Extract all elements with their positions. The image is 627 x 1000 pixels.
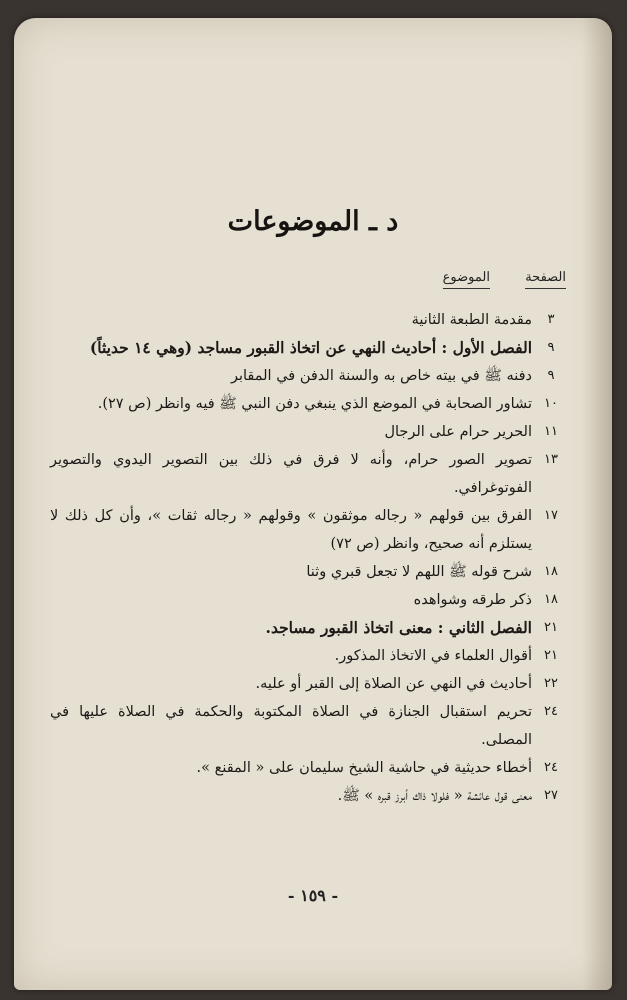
entry-page: ١٣: [544, 452, 558, 467]
entry-page: ١٠: [544, 396, 558, 411]
list-item: [50, 754, 570, 782]
entry-page: ١٨: [544, 592, 558, 607]
entry-page: ١٧: [544, 508, 558, 523]
entry-text: الحرير حرام على الرجال: [384, 424, 532, 440]
entry-text: تصوير الصور حرام، وأنه لا فرق في ذلك بين التصوير اليدوي والتصوير الفوتوغرافي.: [50, 452, 532, 496]
entry-text: معنى قول عائشة « فلولا ذاك أبرز قبره » ﷺ.: [337, 788, 532, 804]
list-item: [50, 782, 570, 810]
list-item: [50, 446, 570, 502]
entry-text: الفصل الثاني : معنى اتخاذ القبور مساجد.: [265, 618, 532, 637]
entry-page: ٩: [547, 340, 555, 355]
entry-text: أخطاء حديثية في حاشية الشيخ سليمان على « المقنع ».: [196, 760, 532, 776]
list-item: [50, 642, 570, 670]
entry-page: ٢١: [544, 620, 558, 635]
entry-page: ١٨: [544, 564, 558, 579]
entry-page: ٢١: [544, 648, 558, 663]
list-item: [50, 614, 570, 642]
page-title: د ـ الموضوعات: [227, 206, 399, 237]
entry-text: تشاور الصحابة في الموضع الذي ينبغي دفن النبي ﷺ فيه وانظر (ص ٢٧).: [97, 396, 532, 412]
entry-page: ٣: [547, 312, 555, 327]
entry-page: ٢٧: [544, 788, 558, 803]
entry-page: ٢٤: [544, 760, 558, 775]
contents-list: [50, 306, 570, 810]
entry-page: ٢٢: [544, 676, 558, 691]
entry-page: ٩: [547, 368, 555, 383]
list-item: [50, 698, 570, 754]
entry-text: تحريم استقبال الجنازة في الصلاة المكتوبة والحكمة في الصلاة عليها في المصلى.: [50, 704, 532, 748]
book-page: [14, 18, 612, 990]
entry-text: مقدمة الطبعة الثانية: [411, 312, 532, 328]
list-item: [50, 502, 570, 558]
entry-page: ٢٤: [544, 704, 558, 719]
entry-text: الفرق بين قولهم « رجاله موثقون » وقولهم « رجاله ثقات »، وأن كل ذلك لا يستلزم أنه صحيح، وانظر (ص ٧٢): [50, 508, 532, 552]
list-item: [50, 418, 570, 446]
entry-text: أقوال العلماء في الاتخاذ المذكور.: [334, 648, 532, 664]
list-item: [50, 362, 570, 390]
entry-text: الفصل الأول : أحاديث النهي عن اتخاذ القبور مساجد (وهي ١٤ حديثاً): [89, 338, 532, 357]
list-item: [50, 586, 570, 614]
column-header-topic: الموضوع: [443, 270, 490, 289]
list-item: [50, 670, 570, 698]
page-number: - ١٥٩ -: [287, 886, 339, 905]
list-item: [50, 306, 570, 334]
list-item: [50, 558, 570, 586]
entry-text: أحاديث في النهي عن الصلاة إلى القبر أو عليه.: [255, 676, 532, 692]
entry-page: ١١: [544, 424, 558, 439]
entry-text: شرح قوله ﷺ اللهم لا تجعل قبري وثنا: [306, 564, 532, 580]
list-item: [50, 390, 570, 418]
column-header-page: الصفحة: [525, 270, 566, 289]
entry-text: دفنه ﷺ في بيته خاص به والسنة الدفن في المقابر: [230, 368, 532, 384]
list-item: [50, 334, 570, 362]
entry-text: ذكر طرقه وشواهده: [413, 592, 532, 608]
